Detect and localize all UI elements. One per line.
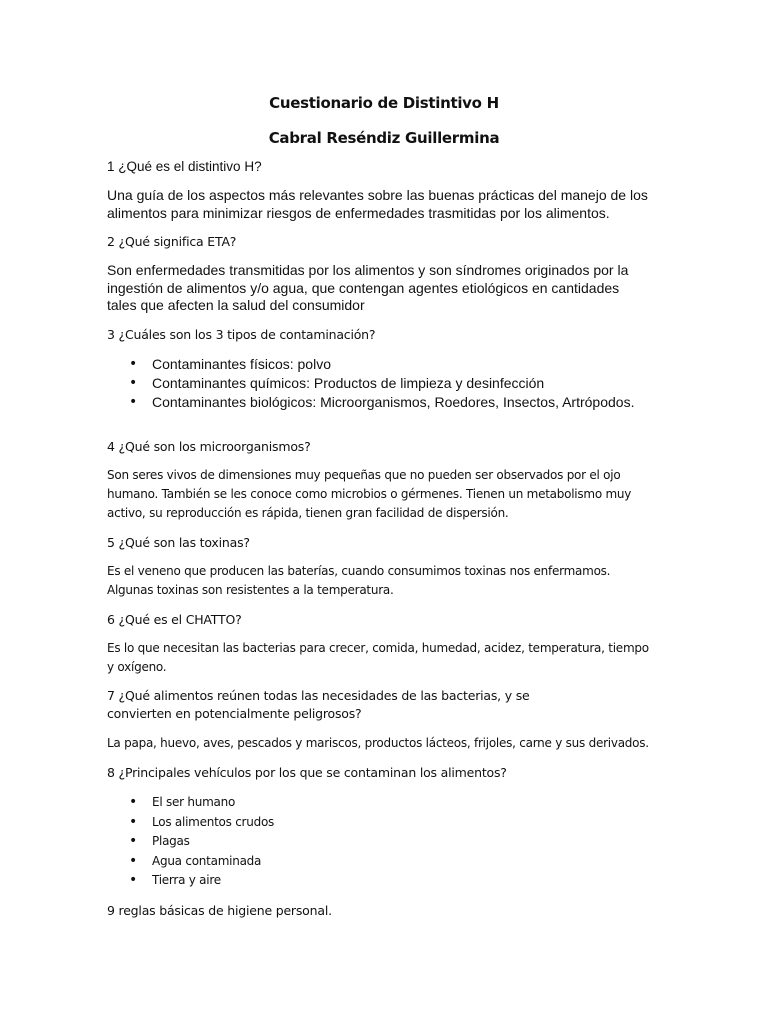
answer-1: Una guía de los aspectos más relevantes sobre las buenas prácticas del manejo de los alimentos para minimizar riesgos de enfermedades trasmitidas por los alimentos. (107, 187, 648, 221)
list-item: • Contaminantes biológicos: Microorganismos, Roedores, Insectos, Artrópodos. (107, 393, 667, 412)
question-7: 7 ¿Qué alimentos reúnen todas las necesidades de las bacterias, y se convierten en potencialmente peligrosos? (107, 688, 530, 721)
list-item: • Plagas (107, 832, 667, 852)
question-9: 9 reglas básicas de higiene personal. (107, 903, 332, 918)
contamination-types-list (107, 355, 667, 412)
answer-6: Es lo que necesitan las bacterias para crecer, comida, humedad, acidez, temperatura, tiempo y oxígeno. (107, 641, 649, 674)
question-2: 2 ¿Qué significa ETA? (107, 234, 237, 249)
author-name: Cabral Reséndiz Guillermina (268, 129, 500, 147)
list-item: • Contaminantes físicos: polvo (107, 355, 667, 374)
list-item: • Agua contaminada (107, 852, 667, 872)
answer-4: Son seres vivos de dimensiones muy pequeñas que no pueden ser observados por el ojo humano. También se les conoce como microbios o gérmenes. Tienen un metabolismo muy activo, su reproducción es rápida, tienen gran facilidad de dispersión. (107, 468, 632, 520)
list-item: • Tierra y aire (107, 871, 667, 891)
document-title: Cuestionario de Distintivo H (269, 94, 499, 112)
list-item: • Los alimentos crudos (107, 813, 667, 833)
contamination-vehicles-list (107, 793, 667, 891)
answer-2: Son enfermedades transmitidas por los alimentos y son síndromes originados por la ingestión de alimentos y/o agua, que contengan agentes etiológicos en cantidades tales que afecten la salud del consumidor (107, 262, 629, 313)
answer-7: La papa, huevo, aves, pescados y mariscos, productos lácteos, frijoles, carne y sus derivados. (107, 736, 649, 750)
answer-5: Es el veneno que producen las baterías, cuando consumimos toxinas nos enfermamos. Algunas toxinas son resistentes a la temperatura. (107, 564, 611, 597)
question-1: 1 ¿Qué es el distintivo H? (107, 159, 262, 174)
list-item: • Contaminantes químicos: Productos de limpieza y desinfección (107, 374, 667, 393)
question-4: 4 ¿Qué son los microorganismos? (107, 439, 311, 454)
question-3: 3 ¿Cuáles son los 3 tipos de contaminación? (107, 327, 376, 342)
question-8: 8 ¿Principales vehículos por los que se contaminan los alimentos? (107, 765, 507, 780)
question-6: 6 ¿Qué es el CHATTO? (107, 612, 242, 627)
list-item: • El ser humano (107, 793, 667, 813)
question-5: 5 ¿Qué son las toxinas? (107, 535, 250, 550)
